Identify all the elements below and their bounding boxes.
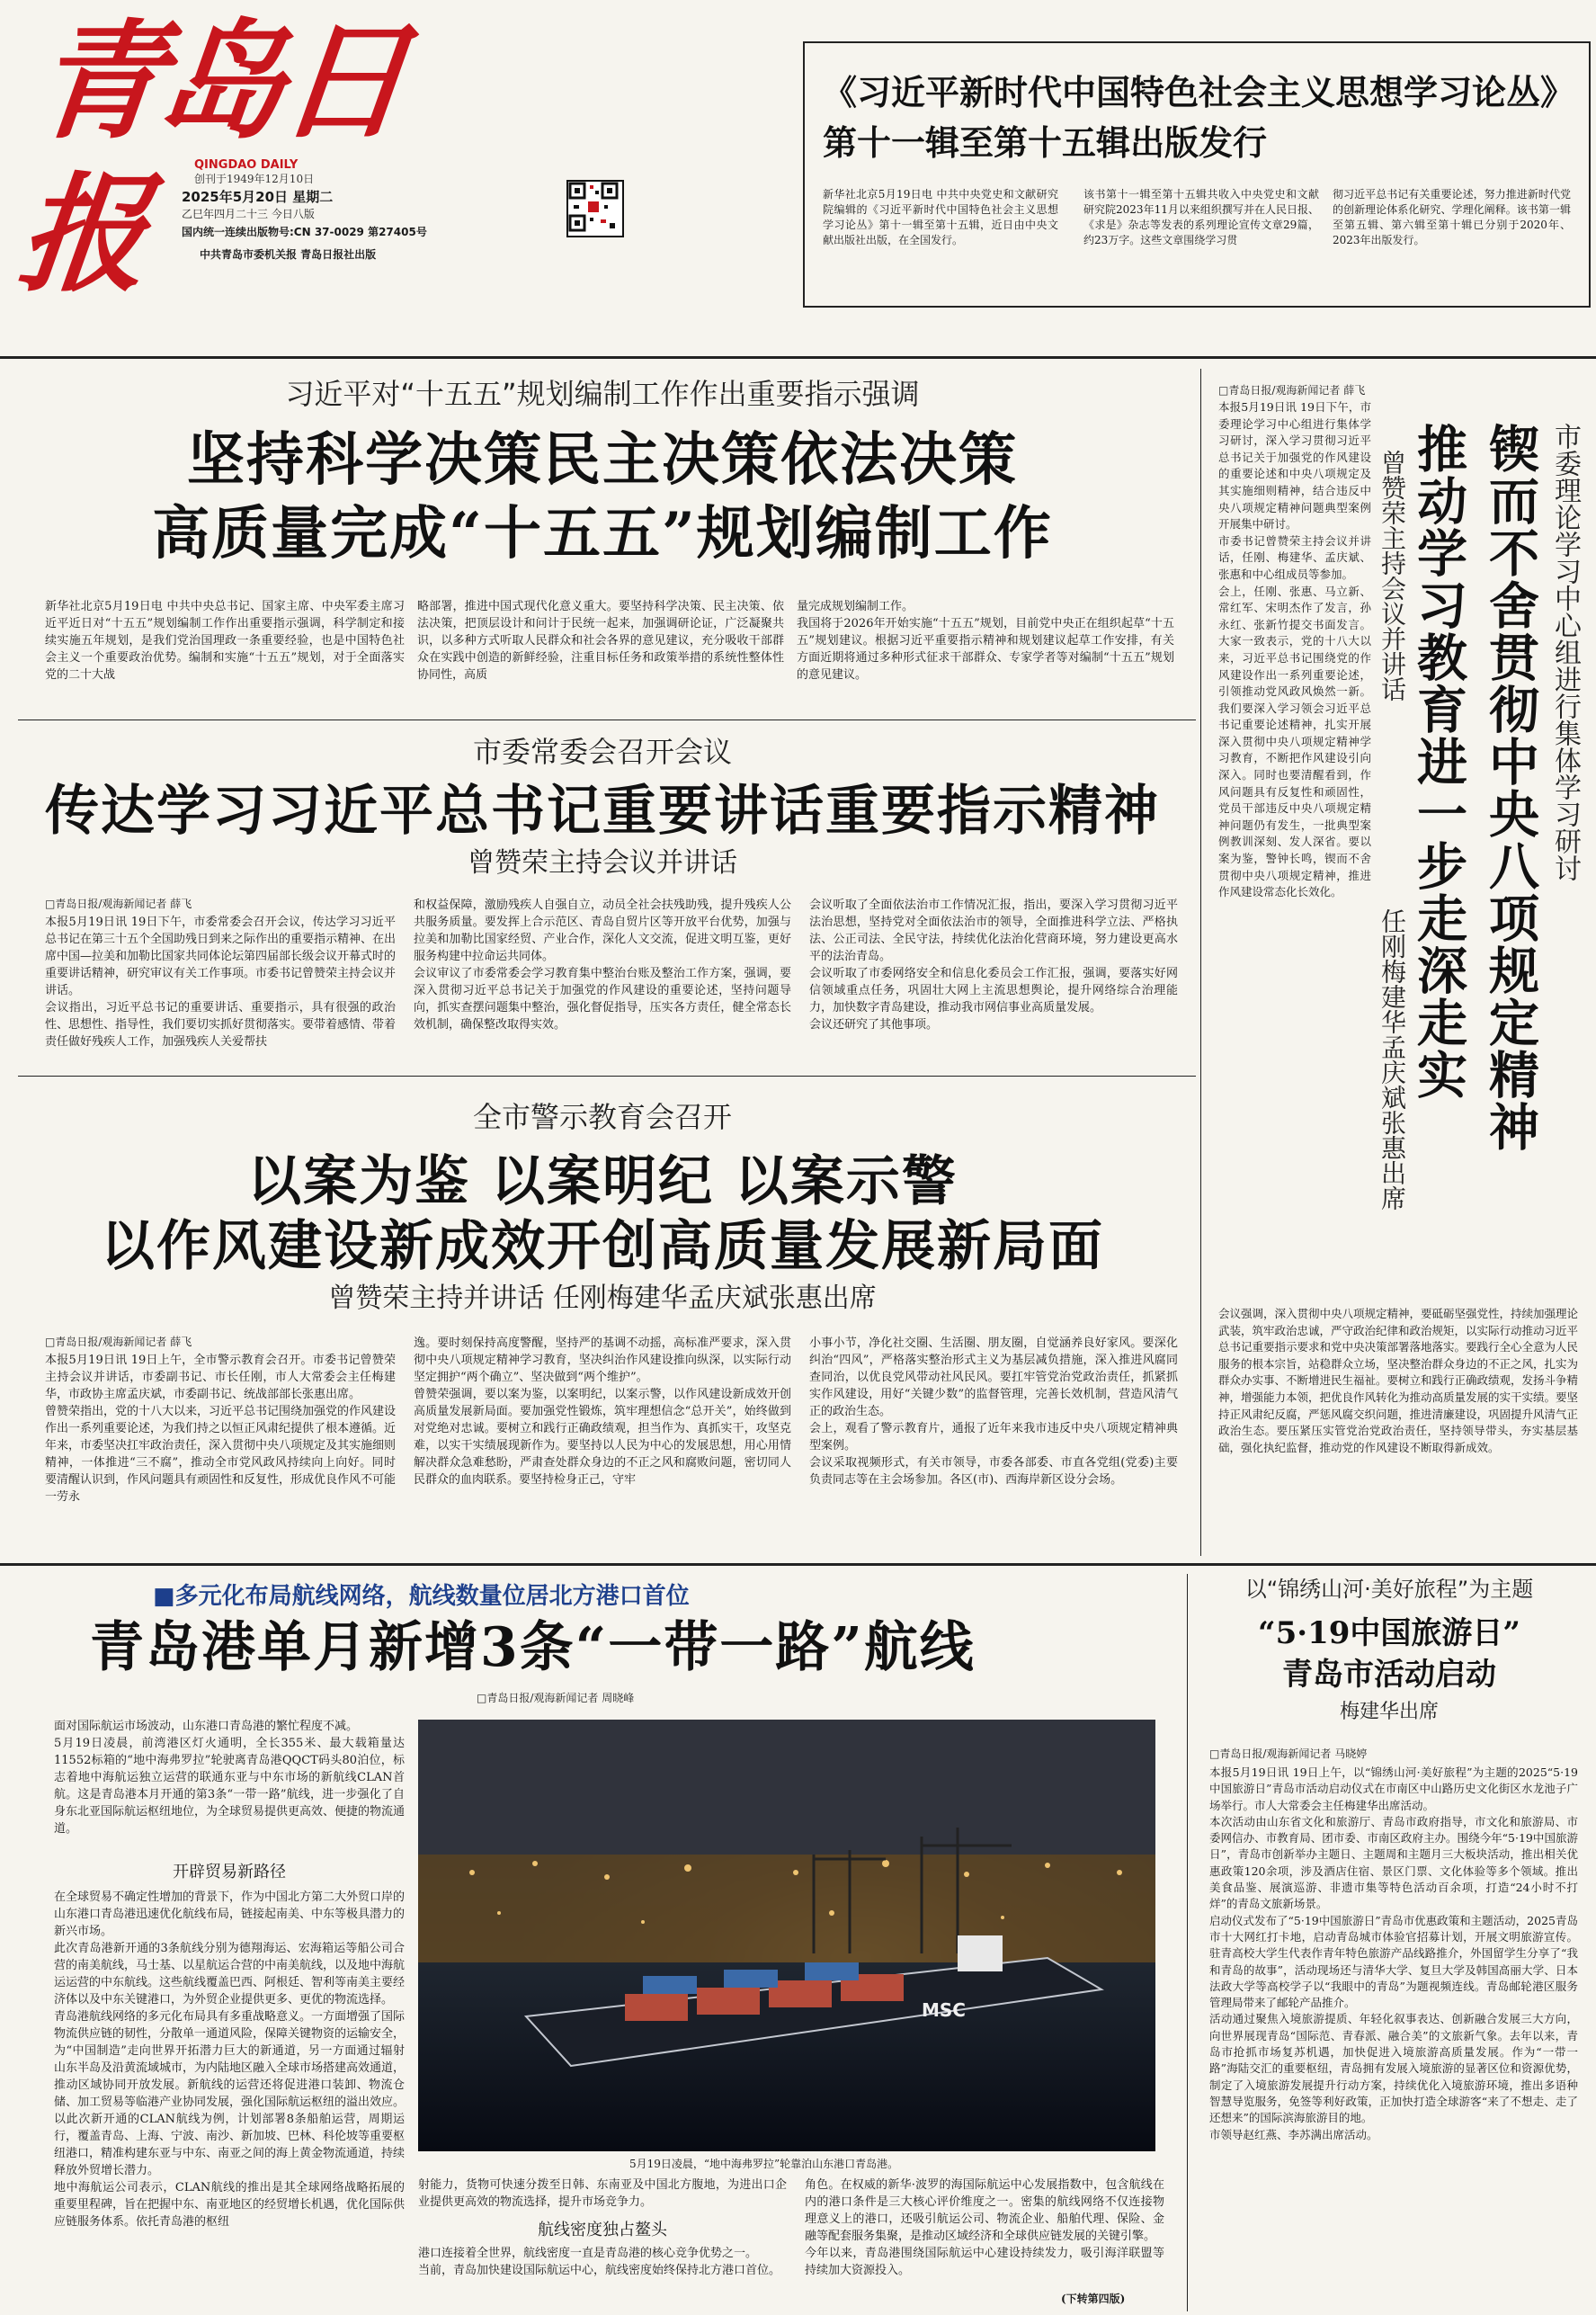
tourism-body: 本报5月19日讯 19日上午，以“锦绣山河·美好旅程”为主题的2025“5·19中国旅游日”青岛市活动启动仪式在市南区中山路历史文化街区水龙池子广场举行。市人大常委会主任梅建华出席活动。 本次活动由山东省文化和旅游厅、青岛市政府指导，市文化和旅游局、市委网信办、市教育局、团市委、市南区政府主办。围绕今年“5·19中国旅游日”，青岛市创新举办主题日、主题周和主题月三大板块活动，推出相关优惠政策120余项，涉及酒店住宿、景区门票、文化体验等多个领域。推出美食品鉴、展演巡游、非遗市集等特色活动百余项，打造“24小时不打烊”的青岛文旅新场景。 启动仪式发布了“5·19中国旅游日”青岛市优惠政策和主题活动，2025青岛市十大网红打卡地，启动青岛城市体验官招募计划，开展文明旅游宣传。驻青高校大学生代表作青年特色旅游产品线路推介，外国留学生分享了“我和青岛的故事”，活动现场还与清华大学、复旦大学及韩国高丽大学、日本法政大学等高校学子以“我眼中的青岛”为题视频连线。青岛邮轮港区服务管理局带来了邮轮产品推介。 活动通过聚焦入境旅游提质、年轻化叙事表达、创新融合发展三大方向，向世界展现青岛“国际范、青春派、融合美”的文旅新气象。去年以来，青岛市抢抓市场复苏机遇，加快促进入境旅游高质量发展。作为“一带一路”海陆交汇的重要枢纽，青岛拥有发展入境旅游的显著区位和资源优势，制定了入境旅游发展提升行动方案，持续优化入境旅游环境，推出多语种智慧导览服务，免签等利好政策，正加快打造全球游客“来了不想走、走了还想来”的国际滨海旅游目的地。 市领导赵红燕、李苏满出席活动。 (1209, 1765, 1578, 2141)
right-col-kicker: 市委理论学习中心组进行集体学习研讨 (1549, 423, 1581, 881)
top-right-headline[interactable]: 《习近平新时代中国特色社会主义思想学习论丛》第十一辑至第十五辑出版发行 (823, 72, 1558, 163)
right-col-headline2[interactable]: 推动学习教育进一步走深走实 (1409, 423, 1468, 1101)
masthead-serial: 国内统一连续出版物号:CN 37-0029 第27405号 (182, 226, 427, 238)
tourism-sub: 梅建华出席 (1339, 1701, 1439, 1723)
right-col-divider (1200, 369, 1201, 1556)
story3-col1: 本报5月19日讯 19日上午，全市警示教育会召开。市委书记曾赞荣主持会议并讲话，市委副书记、市长任刚，市人大常委会主任梅建华，市政协主席孟庆斌，市委副书记、统战部部长张惠出席。 曾赞荣指出，党的十八大以来，习近平总书记围绕加强党的作风建设作出一系列重要论述，为我们持之以恒正风肃纪提供了根本遵循。近年来，市委坚决扛牢政治责任，深入贯彻中央八项规定及其实施细则精神，一体推进“三不腐”，推动全市党风政风持续向上向好。同时要清醒认识到，作风问题具有顽固性和反复性，形成优良作风不可能一劳永 (45, 1354, 396, 1504)
masthead-lunar: 乙巳年四月二十三 今日八版 (182, 208, 315, 220)
story3-headline2[interactable]: 以作风建设新成效开创高质量发展新局面 (101, 1215, 1104, 1278)
port-col2b: 港口连接着全世界，航线密度一直是青岛港的核心竞争优势之一。 当前，青岛加快建设国际航运中心，航线密度始终保持北方港口首位。 (418, 2247, 781, 2277)
story2-col1: 本报5月19日讯 19日下午，市委常委会召开会议，传达学习习近平总书记在第三十五个全国助残日到来之际作出的重要指示精神、在出席中国—拉美和加勒比国家共同体论坛第四届部长级会议开幕式时的重要讲话精神，研究审议有关工作事项。市委书记曾赞荣主持会议并讲话。 会议指出，习近平总书记的重要讲话、重要指示，具有很强的政治性、思想性、指导性，我们要切实抓好贯彻落实。要带着感情、带着责任做好残疾人工作，加强残疾人关爱帮扶 (45, 916, 396, 1049)
divider (18, 1076, 1196, 1077)
story2-col2: 和权益保障，激励残疾人自强自立，动员全社会扶残助残，提升残疾人公共服务质量。要发挥上合示范区、青岛自贸片区等开放平台优势，加强与拉美和加勒比国家经贸、产业合作，深化人文交流，促进文明互鉴，更好服务构建中拉命运共同体。 会议审议了市委常委会学习教育集中整治台账及整治工作方案，强调，要深入贯彻习近平总书记关于加强党的作风建设的重要论述，坚持问题导向，抓实查摆问题集中整治，强化督促指导，压实各方责任，健全常态长效机制，确保整改取得实效。 (414, 898, 791, 1032)
port-jump[interactable]: (下转第四版) (1061, 2293, 1126, 2305)
masthead-founded: 创刊于1949年12月10日 (194, 173, 315, 185)
svg-text:MSC: MSC (922, 1999, 966, 2021)
port-photo (418, 1720, 1155, 2151)
story3-sub: 曾赞荣主持并讲话 任刚梅建华孟庆斌张惠出席 (328, 1283, 877, 1314)
right-col-byline: □青岛日报/观海新闻记者 薛飞 (1218, 384, 1366, 397)
port-headline[interactable]: 青岛港单月新增3条“一带一路”航线 (90, 1616, 976, 1679)
story3-headline1[interactable]: 以案为鉴 以案明纪 以案示警 (247, 1150, 958, 1213)
port-body1: 在全球贸易不确定性增加的背景下，作为中国北方第二大外贸口岸的山东港口青岛港迅速优化航线布局，链接起南美、中东等极具潜力的新兴市场。 此次青岛港新开通的3条航线分别为德翔海运、宏海箱运等船公司合营的南美航线，马士基、以星航运合营的中南美航线，以及地中海航运运营的中东航线。这些航线覆盖巴西、阿根廷、智利等南美主要经济体以及中东关键港口，为外贸企业提供更多、更优的物流选择。 青岛港航线网络的多元化布局具有多重战略意义。一方面增强了国际物流供应链的韧性，分散单一通道风险，保障关键物资的运输安全，为“中国制造”走向世界开拓潜力巨大的新通道，另一方面通过辐射山东半岛及沿黄流域城市，为内陆地区融入全球市场搭建高效通道，推动区域协同开放发展。新航线的运营还将促进港口装卸、物流仓储、加工贸易等临港产业协同发展，强化国际航运枢纽的溢出效应。 以此次新开通的CLAN航线为例，计划部署8条船舶运营，周期运行，覆盖青岛、上海、宁波、南沙、新加坡、巴林、科伦坡等重要枢纽港口，精准构建东亚与中东、南亚之间的海上黄金物流通道，持续释放外贸增长潜力。 地中海航运公司表示，CLAN航线的推出是其全球网络战略拓展的重要里程碑，旨在把握中东、南亚地区的经贸增长机遇，优化国际供应链服务体系。依托青岛港的枢纽 (54, 1890, 405, 2229)
story1-col3: 量完成规划编制工作。 我国将于2026年开始实施“十五五”规划，目前党中央正在组织起草“十五五”规划建议。根据习近平重要指示精神和规划建议起草工作安排，有关方面近期将通过多种形式征求干部群众、专家学者等对编制“十五五”规划的意见建议。 (797, 600, 1174, 682)
masthead-publisher: 中共青岛市委机关报 青岛日报社出版 (200, 248, 377, 261)
masthead-logo: 青岛日报 (12, 7, 411, 309)
top-right-col3: 彻习近平总书记有关重要论述，努力推进新时代党的创新理论体系化研究、学理化阐释。该书第一辑至第五辑、第六辑至第十辑已分别于2020年、2023年出版发行。 (1333, 188, 1571, 246)
section-divider (0, 1563, 1596, 1566)
port-col3: 角色。在权威的新华·波罗的海国际航运中心发展指数中，包含航线在内的港口条件是三大核心评价维度之一。密集的航线网络不仅连接物理意义上的港口，还吸引航运公司、物流企业、船舶代理、保险、金融等配套服务集聚，是推动区域经济和全球供应链发展的关键引擎。 今年以来，青岛港围绕国际航运中心建设持续发力，吸引海洋联盟等持续加大资源投入。 (805, 2178, 1164, 2277)
port-byline: □青岛日报/观海新闻记者 周晓峰 (477, 1692, 635, 1704)
right-col-body-lower: 会议强调，深入贯彻中央八项规定精神，要砥砺坚强党性，持续加强理论武装，筑牢政治忠诚，严守政治纪律和政治规矩，以实际行动推动习近平总书记重要指示要求和党中央决策部署落地落实。要践行全心全意为人民服务的根本宗旨，站稳群众立场，坚决整治群众身边的不正之风，扎实为群众办实事、不断增进民生福祉。要树立和践行正确政绩观，发扬斗争精神，增强能力本领，把优良作风转化为推动高质量发展的实干实绩。要坚持正风肃纪反腐，严惩风腐交织问题，推进清廉建设，巩固提升风清气正政治生态。要压紧压实管党治党政治责任，坚持领导带头，夯实基层基础，强化执纪监督，推动党的作风建设不断取得新成效。 (1218, 1307, 1578, 1454)
tourism-kicker: 以“锦绣山河·美好旅程”为主题 (1244, 1577, 1534, 1602)
right-col-headline1[interactable]: 锲而不舍贯彻中央八项规定精神 (1481, 423, 1540, 1153)
masthead-english: QINGDAO DAILY (194, 158, 299, 172)
top-right-col1: 新华社北京5月19日电 中共中央党史和文献研究院编辑的《习近平新时代中国特色社会主义思想学习论丛》第十一辑至第十五辑，近日由中央文献出版社出版，在全国发行。 (823, 188, 1058, 246)
story3-kicker: 全市警示教育会召开 (472, 1100, 732, 1134)
qr-code-icon[interactable] (566, 180, 624, 237)
masthead-date: 2025年5月20日 星期二 (182, 189, 334, 205)
right-col-body-upper: 本报5月19日讯 19日下午，市委理论学习中心组进行集体学习研讨，深入学习贯彻习近平总书记关于加强党的作风建设的重要论述和中央八项规定及其实施细则精神，结合违反中央八项规定精神问题典型案例开展集中研讨。 市委书记曾赞荣主持会议并讲话，任刚、梅建华、孟庆斌、张惠和中心组成员等参加。 会上，任刚、张惠、马立新、常红军、宋明杰作了发言，孙永红、张新竹提交书面发言。大家一致表示，党的十八大以来，习近平总书记围绕党的作风建设作出一系列重要论述，引领推动党风政风焕然一新。我们要深入学习领会习近平总书记重要论述精神，扎实开展深入贯彻中央八项规定精神学习教育，不断把作风建设引向深入。同时也要清醒看到，作风问题具有反复性和顽固性，党员干部违反中央八项规定精神问题仍有发生，一批典型案例教训深刻、发人深省。要以案为鉴，警钟长鸣，锲而不舍贯彻中央八项规定精神，推进作风建设常态化长效化。 (1218, 400, 1371, 899)
story2-col3: 会议听取了全面依法治市工作情况汇报，指出，要深入学习贯彻习近平法治思想，坚持党对全面依法治市的领导，全面推进科学立法、严格执法、公正司法、全民守法，持续优化法治化营商环境，努力建设更高水平的法治青岛。 会议听取了市委网络安全和信息化委员会工作汇报，强调，要落实好网信领域重点任务，巩固壮大网上主流思想舆论，提升网络综合治理能力，加快数字青岛建设，推动我市网信事业高质量发展。 会议还研究了其他事项。 (809, 898, 1178, 1032)
port-intro: 面对国际航运市场波动，山东港口青岛港的繁忙程度不减。 5月19日凌晨，前湾港区灯火通明，全长355米、最大载箱量达11552标箱的“地中海弗罗拉”轮驶离青岛港QQCT码头80泊位，标志着地中海航运独立运营的联通东亚与中东市场的新航线CLAN首航。这是青岛港本月开通的第3条“一带一路”航线，进一步强化了自身东北亚国际航运枢纽地位，为全球贸易提供更高效、便捷的物流通道。 (54, 1720, 405, 1836)
story2-headline[interactable]: 传达学习习近平总书记重要讲话重要指示精神 (45, 780, 1160, 843)
story2-byline: □青岛日报/观海新闻记者 薛飞 (45, 898, 192, 910)
tourism-headline2[interactable]: 青岛市活动启动 (1282, 1657, 1496, 1693)
port-caption: 5月19日凌晨，“地中海弗罗拉”轮靠泊山东港口青岛港。 (629, 2158, 899, 2170)
right-col-sub1: 曾赞荣主持会议并讲话 (1378, 450, 1407, 702)
story3-col3: 小事小节，净化社交圈、生活圈、朋友圈，自觉涵养良好家风。要深化纠治“四风”，严格落实整治形式主义为基层减负措施，深入推进风腐同查同治，以优良党风带动社风民风。要扛牢管党治党政治责任，抓紧抓实作风建设，用好“关键少数”的监督管理，完善长效机制，营造风清气正的政治生态。 会上，观看了警示教育片，通报了近年来我市违反中央八项规定精神典型案例。 会议采取视频形式，有关市领导，市委各部委、市直各党组(党委)主要负责同志等在主会场参加。各区(市)、西海岸新区设分会场。 (809, 1336, 1178, 1487)
story1-kicker: 习近平对“十五五”规划编制工作作出重要指示强调 (285, 377, 920, 411)
port-section1: 开辟贸易新路径 (173, 1863, 286, 1881)
right-col-sub2: 任刚梅建华孟庆斌张惠出席 (1378, 908, 1407, 1211)
story1-headline2[interactable]: 高质量完成“十五五”规划编制工作 (152, 500, 1053, 568)
tourism-headline1[interactable]: “5·19中国旅游日” (1258, 1615, 1520, 1651)
port-kicker: ■多元化布局航线网络，航线数量位居北方港口首位 (153, 1583, 690, 1610)
port-section2: 航线密度独占鳌头 (538, 2221, 667, 2239)
masthead-divider (0, 356, 1596, 359)
story3-col2: 逸。要时刻保持高度警醒，坚持严的基调不动摇，高标准严要求，深入贯彻中央八项规定精神学习教育，坚决纠治作风建设推向纵深，以实际行动坚定拥护“两个确立”、坚决做到“两个维护”。 曾赞荣强调，要以案为鉴，以案明纪，以案示警，以作风建设新成效开创高质量发展新局面。要加强党性锻炼，筑牢理想信念“总开关”，始终做到对党绝对忠诚。要树立和践行正确政绩观，担当作为、真抓实干，攻坚克难，以实干实绩展现新作为。要坚持以人民为中心的发展思想，用心用情解决群众急难愁盼，严肃查处群众身边的不正之风和腐败问题，密切同人民群众的血肉联系。要坚持检身正己，守牢 (414, 1336, 791, 1487)
tourism-byline: □青岛日报/观海新闻记者 马晓婷 (1209, 1747, 1368, 1760)
top-right-col2: 该书第十一辑至第十五辑共收入中央党史和文献研究院2023年11月以来组织撰写并在人民日报、《求是》杂志等发表的系列理论宣传文章29篇，约23万字。这些文章围绕学习贯 (1083, 188, 1319, 246)
story3-byline: □青岛日报/观海新闻记者 薛飞 (45, 1336, 192, 1348)
story1-col1: 新华社北京5月19日电 中共中央总书记、国家主席、中央军委主席习近平近日对“十五五”规划编制工作作出重要指示强调，科学制定和接续实施五年规划，是我们党治国理政一条重要经验，也是中国特色社会主义一个重要政治优势。编制和实施“十五五”规划，对于全面落实党的二十大战 (45, 600, 405, 682)
story2-sub: 曾赞荣主持会议并讲话 (468, 847, 737, 879)
story1-col2: 略部署，推进中国式现代化意义重大。要坚持科学决策、民主决策、依法决策，把顶层设计和问计于民统一起来，加强调研论证，广泛凝聚共识，以多种方式听取人民群众和社会各界的意见建议，充分吸收干部群众在实践中创造的新鲜经验，注重目标任务和政策举措的系统性整体性协同性，高质 (417, 600, 784, 682)
port-col2: 射能力，货物可快速分拨至日韩、东南亚及中国北方腹地，为进出口企业提供更高效的物流选择，提升市场竞争力。 (418, 2178, 787, 2209)
story2-kicker: 市委常委会召开会议 (472, 735, 732, 769)
story1-headline1[interactable]: 坚持科学决策民主决策依法决策 (187, 426, 1018, 494)
tourism-divider (1187, 1574, 1188, 2311)
